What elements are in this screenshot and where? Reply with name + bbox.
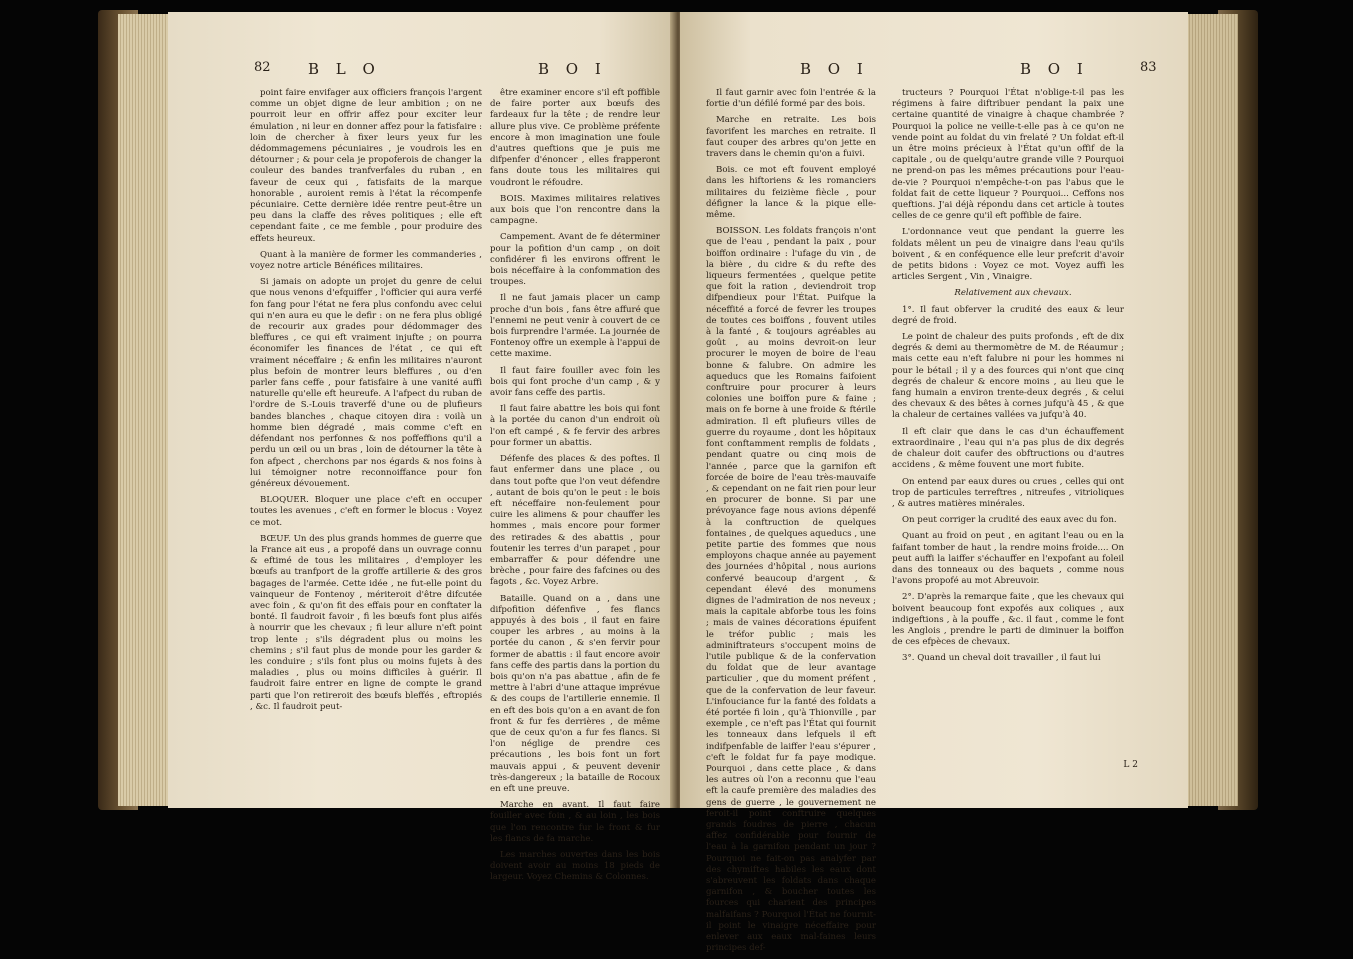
paragraph: On peut corriger la crudité des eaux avec du fon. — [902, 515, 1117, 526]
running-head-right: B O I — [538, 60, 607, 78]
paragraph: Si jamais on adopte un projet du genre de celui que nous venons d'efquiffer , l'officier qui aura verfé fon fang pour l'état ne fera plus confondu avec celui qui n'en aura eu que le defir : on ne fera plus obligé de recourir aux grades pour dédommager des bleffures , ce qui eft vraiment injufte ; on pourra économifer les finances de l'état , ce qui eft vraiment néceffaire ; & enfin les militaires n'auront plus befoin de montrer leurs bleffures , ou d'en parler fans ceffe , pour fatisfaire à une vanité auffi naturelle qu'elle eft heureufe. A l'afpect du ruban de l'ordre de S.-Louis traverfé d'une ou de plufieurs bandes blanches , chaque citoyen dira : voilà un homme bien dégradé , mais comme c'eft en défendant nos perfonnes & nos poffeffions qu'il a perdu un œil ou un bras , loin de détourner la tête à fon afpect , cherchons par nos égards & nos foins à lui témoigner notre reconnoiffance pour fon généreux dévouement. — [250, 277, 482, 489]
paragraph: 3°. Quand un cheval doit travailler , il faut lui — [902, 653, 1101, 664]
paragraph: BOIS. Maximes militaires relatives aux bois que l'on rencontre dans la campagne. — [490, 193, 660, 227]
paragraph: Bataille. Quand on a , dans une difpofition défenfive , fes flancs appuyés à des bois , il faut en faire couper les arbres , au moins à la portée du canon , & s'en fervir pour former de abattis : il faut encore avoir fans ceffe des partis dans la portion du bois qu'on n'a pas abattue , afin de fe mettre à l'abri d'une attaque imprévue & des coups de l'artillerie ennemie. Il en eft des bois qu'on a en avant de fon front & fur fes derrières , de même que de ceux qu'on a fur fes flancs. Si l'on néglige de prendre ces précautions , les bois font un fort mauvais appui , & peuvent devenir très-dangereux ; la bataille de Rocoux en eft une preuve. — [490, 593, 660, 794]
paragraph: être examiner encore s'il eft poffible de faire porter aux bœufs des fardeaux fur la tête ; de rendre leur allure plus vive. Ce problème préfente encore à mon imagination une foule d'autres queftions que je puis me difpenfer d'énoncer , elles frapperont fans doute tous les militaires qui voudront le réfoudre. — [490, 88, 660, 188]
signature-mark: L 2 — [1123, 760, 1138, 770]
paragraph: Campement. Avant de fe déterminer pour la pofition d'un camp , on doit confidérer fi les environs offrent le bois néceffaire à la confommation des troupes. — [490, 232, 660, 288]
paragraph: L'ordonnance veut que pendant la guerre les foldats mêlent un peu de vinaigre dans l'eau qu'ils boivent , & en conféquence elle leur prefcrit d'avoir de petits bidons : Voyez ce mot. Voyez auffi les articles Sergent , Vin , Vinaigre. — [892, 227, 1124, 283]
paragraph: 1°. Il faut obferver la crudité des eaux & leur degré de froid. — [892, 304, 1124, 326]
page-number: 82 — [254, 60, 271, 75]
paragraph: Quant au froid on peut , en agitant l'eau ou en la faifant tomber de haut , la rendre moins froide.... On peut auffi la laiffer s'échauffer en l'expofant au foleil dans des tonneaux ou des baquets , comme nous l'avons propofé au mot Abreuvoir. — [892, 531, 1124, 587]
left-page-header — [168, 56, 676, 86]
paragraph: On entend par eaux dures ou crues , celles qui ont trop de particules terreftres , nitreufes , vitrioliques , & autres matières minérales. — [892, 476, 1124, 509]
paragraph: Il eft clair que dans le cas d'un échauffement extraordinaire , l'eau qui n'a pas plus de dix degrés de chaleur doit caufer des obftructions ou d'autres accidens , & même fouvent une mort fubite. — [892, 426, 1124, 471]
paragraph: Il faut faire fouiller avec foin les bois qui font proche d'un camp , & y avoir fans ceffe des partis. — [490, 365, 660, 399]
paragraph: Défenfe des places & des poftes. Il faut enfermer dans une place , ou dans tout pofte que l'on veut défendre , autant de bois qu'on le peut : le bois eft néceffaire non-feulement pour cuire les alimens & pour chauffer les hommes , mais encore pour former des retirades & des abattis , pour foutenir les terres d'un parapet , pour embarraffer & pour défendre une brèche , pour faire des fafcines ou des fagots , &c. Voyez Arbre. — [490, 454, 660, 588]
paragraph: Marche en retraite. Les bois favorifent les marches en retraite. Il faut couper des arbres qu'on jette en travers dans le chemin qu'on a fuivi. — [706, 115, 876, 160]
paragraph: Il faut garnir avec foin l'entrée & la fortie d'un défilé formé par des bois. — [706, 88, 876, 110]
paragraph: tructeurs ? Pourquoi l'État n'oblige-t-il pas les régimens à faire diftribuer pendant la paix une certaine quantité de vinaigre à chaque chambrée ? Pourquoi la police ne veille-t-elle pas à ce qu'on ne vende point au foldat du vin frelaté ? Un foldat eft-il un être moins précieux à l'État qu'un offif de la capitale , ou de quelqu'autre grande ville ? Pourquoi ne prend-on pas les mêmes précautions pour l'eau-de-vie ? Pourquoi n'empêche-t-on pas l'abus que le foldat fait de cette liqueur ? Pourquoi... Ceffons nos queftions. J'ai déjà répondu dans cet article à toutes celles de ce genre qu'il eft poffible de faire. — [892, 88, 1124, 222]
open-book — [98, 8, 1258, 954]
page-number: 83 — [1140, 60, 1157, 75]
paragraph: BLOQUER. Bloquer une place c'eft en occuper toutes les avenues , c'eft en former le blocus : Voyez ce mot. — [250, 495, 482, 528]
paragraph: Marche en avant. Il faut faire fouiller avec foin , & au loin , les bois que l'on rencontre fur le front & fur les flancs de fa marche. — [490, 800, 660, 844]
text-column-1 — [250, 88, 482, 718]
paragraph: point faire envifager aux officiers françois l'argent comme un objet digne de leur ambition ; on ne pourroit leur en offrir affez pour exciter leur émulation , ni leur en donner affez pour la fatisfaire : loin de chercher à fixer leurs yeux fur les dédommagemens pécuniaires , je voudrois les en détourner ; & pour cela je propoferois de changer la couleur des bandes tranfverfales du ruban , en faveur de ceux qui , fatisfaits de la marque honorable , auroient remis à l'état la récompenfe pécuniaire. Cette dernière idée rentre peut-être un peu dans la claffe des rêves politiques ; elle eft cependant faite , ce me femble , pour produire des effets heureux. — [250, 88, 483, 244]
paragraph: Quant à la manière de former les commanderies , voyez notre article Bénéfices militaires. — [250, 249, 482, 272]
running-head-right: B O I — [1020, 60, 1089, 78]
paragraph: Les marches ouvertes dans les bois doivent avoir au moins 18 pieds de largeur. Voyez Chemins & Colonnes. — [490, 850, 660, 883]
paragraph: BOISSON. Les foldats françois n'ont que de l'eau , pendant la paix , pour boiffon ordinaire : l'ufage du vin , de la bière , du cidre & du refte des liqueurs fermentées , quelque petite que foit la ration , deviendroit trop difpendieux pour l'État. Puifque la néceffité a forcé de fevrer les troupes de toutes ces boiffons , fouvent utiles à la fanté , & toujours agréables au goût , au moins devroit-on leur procurer le moyen de boire de l'eau bonne & falubre. On admire les aqueducs que les Romains faifoient conftruire pour procurer à leurs colonies une boiffon pure & faine ; mais on fe borne à une froide & ftérile admiration. Il eft plufieurs villes de guerre du royaume , dont les hôpitaux font conftamment remplis de foldats , pendant quatre ou cinq mois de l'année , parce que la garnifon eft forcée de boire de l'eau très-mauvaife , & cependant on ne fait rien pour leur en procurer de bonne. Si par une prévoyance fage nous avions dépenfé à la conftruction de quelques fontaines , de quelques aqueducs , une petite partie des fommes que nous employons chaque année au payement des journées d'hôpital , nous aurions confervé beaucoup d'argent , & cependant élevé des monumens dignes de l'admiration de nos neveux ; mais la capitale abforbe tous les foins ; mais de vaines décorations épuifent le tréfor public ; mais les adminiftrateurs s'occupent moins de l'utile publique & de la confervation du foldat que de leur avantage particulier , que du moment préfent , que de la confervation de leur faveur. L'infouciance fur la fanté des foldats a été portée fi loin , qu'à Thionville , par exemple , ce n'eft pas l'État qui fournit les tonneaux dans lefquels il eft indifpenfable de laiffer l'eau s'épurer , c'eft le foldat fur fa paye modique. Pourquoi , dans cette place , & dans les autres où l'on a reconnu que l'eau eft la caufe première des maladies des gens de guerre , le gouvernement ne feroit-il point conftruire quelques grands foudres de pierre , chacun affez confidérable pour fournir de l'eau à la garnifon pendant un jour ? Pourquoi ne fait-on pas analyfer par des chymiftes habiles les eaux dont s'abreuvent les foldats dans chaque garnifon , & boucher toutes les fources qui charient des principes malfaifans ? Pourquoi l'État ne fournit-il point le vinaigre néceffaire pour enlever aux eaux mal-faines leurs principes def- — [706, 226, 876, 954]
paragraph: 2°. D'après la remarque faite , que les chevaux qui boivent beaucoup font expofés aux coliques , aux indigeftions , à la pouffe , &c. il faut , comme le font les Anglois , prendre le parti de diminuer la boiffon de ces efpèces de chevaux. — [892, 592, 1124, 648]
left-page — [168, 12, 676, 883]
right-page-header — [680, 56, 1188, 86]
section-heading: Relativement aux chevaux. — [954, 288, 1072, 299]
text-column-1 — [706, 88, 876, 959]
paragraph: Il ne faut jamais placer un camp proche d'un bois , fans être affuré que l'ennemi ne peut venir à couvert de ce bois furprendre l'armée. La journée de Fontenoy offre un exemple à l'appui de cette maxime. — [490, 293, 660, 360]
right-page — [680, 12, 1188, 954]
paragraph: Il faut faire abattre les bois qui font à la portée du canon d'un endroit où l'on eft campé , & fe fervir des arbres pour former un abattis. — [490, 404, 660, 448]
running-head-left: B O I — [800, 60, 869, 78]
paragraph: BŒUF. Un des plus grands hommes de guerre que la France ait eus , a propofé dans un ouvrage connu & eftimé de tous les militaires , d'employer les bœufs au tranfport de la groffe artillerie & des gros bagages de l'armée. Cette idée , ne fut-elle point du vainqueur de Fontenoy , mériteroit d'être difcutée avec foin , & qu'on fit des effais pour en conftater la bonté. Il faudroit favoir , fi les bœufs font plus aifés à nourrir que les chevaux ; fi leur allure n'eft point trop lente ; s'ils dégradent plus ou moins les chemins ; s'il faut plus de monde pour les garder & les conduire ; s'ils font plus ou moins fujets à des maladies , plus ou moins difficiles à guérir. Il faudroit faire entrer en ligne de compte le grand parti que l'on retireroit des bœufs bleffés , eftropiés , &c. Il faudroit peut- — [250, 533, 482, 712]
text-column-2 — [892, 88, 1124, 670]
paragraph: Le point de chaleur des puits profonds , eft de dix degrés & demi au thermomètre de M. de Réaumur ; mais cette eau n'eft falubre ni pour les hommes ni pour le bétail ; il y a des fources qui n'ont que cinq degrés de chaleur & encore moins , au lieu que le fang humain a environ trente-deux degrés , & celui des chevaux & des bêtes à cornes jufqu'à 45 , & que la chaleur de certaines vallées va jufqu'à 40. — [892, 332, 1124, 421]
paragraph: Bois. ce mot eft fouvent employé dans les hiftoriens & les romanciers militaires du feizième fiècle , pour défigner la lance & la pique elle-même. — [706, 165, 876, 221]
text-column-2 — [490, 88, 660, 889]
running-head-left: B L O — [308, 60, 381, 78]
